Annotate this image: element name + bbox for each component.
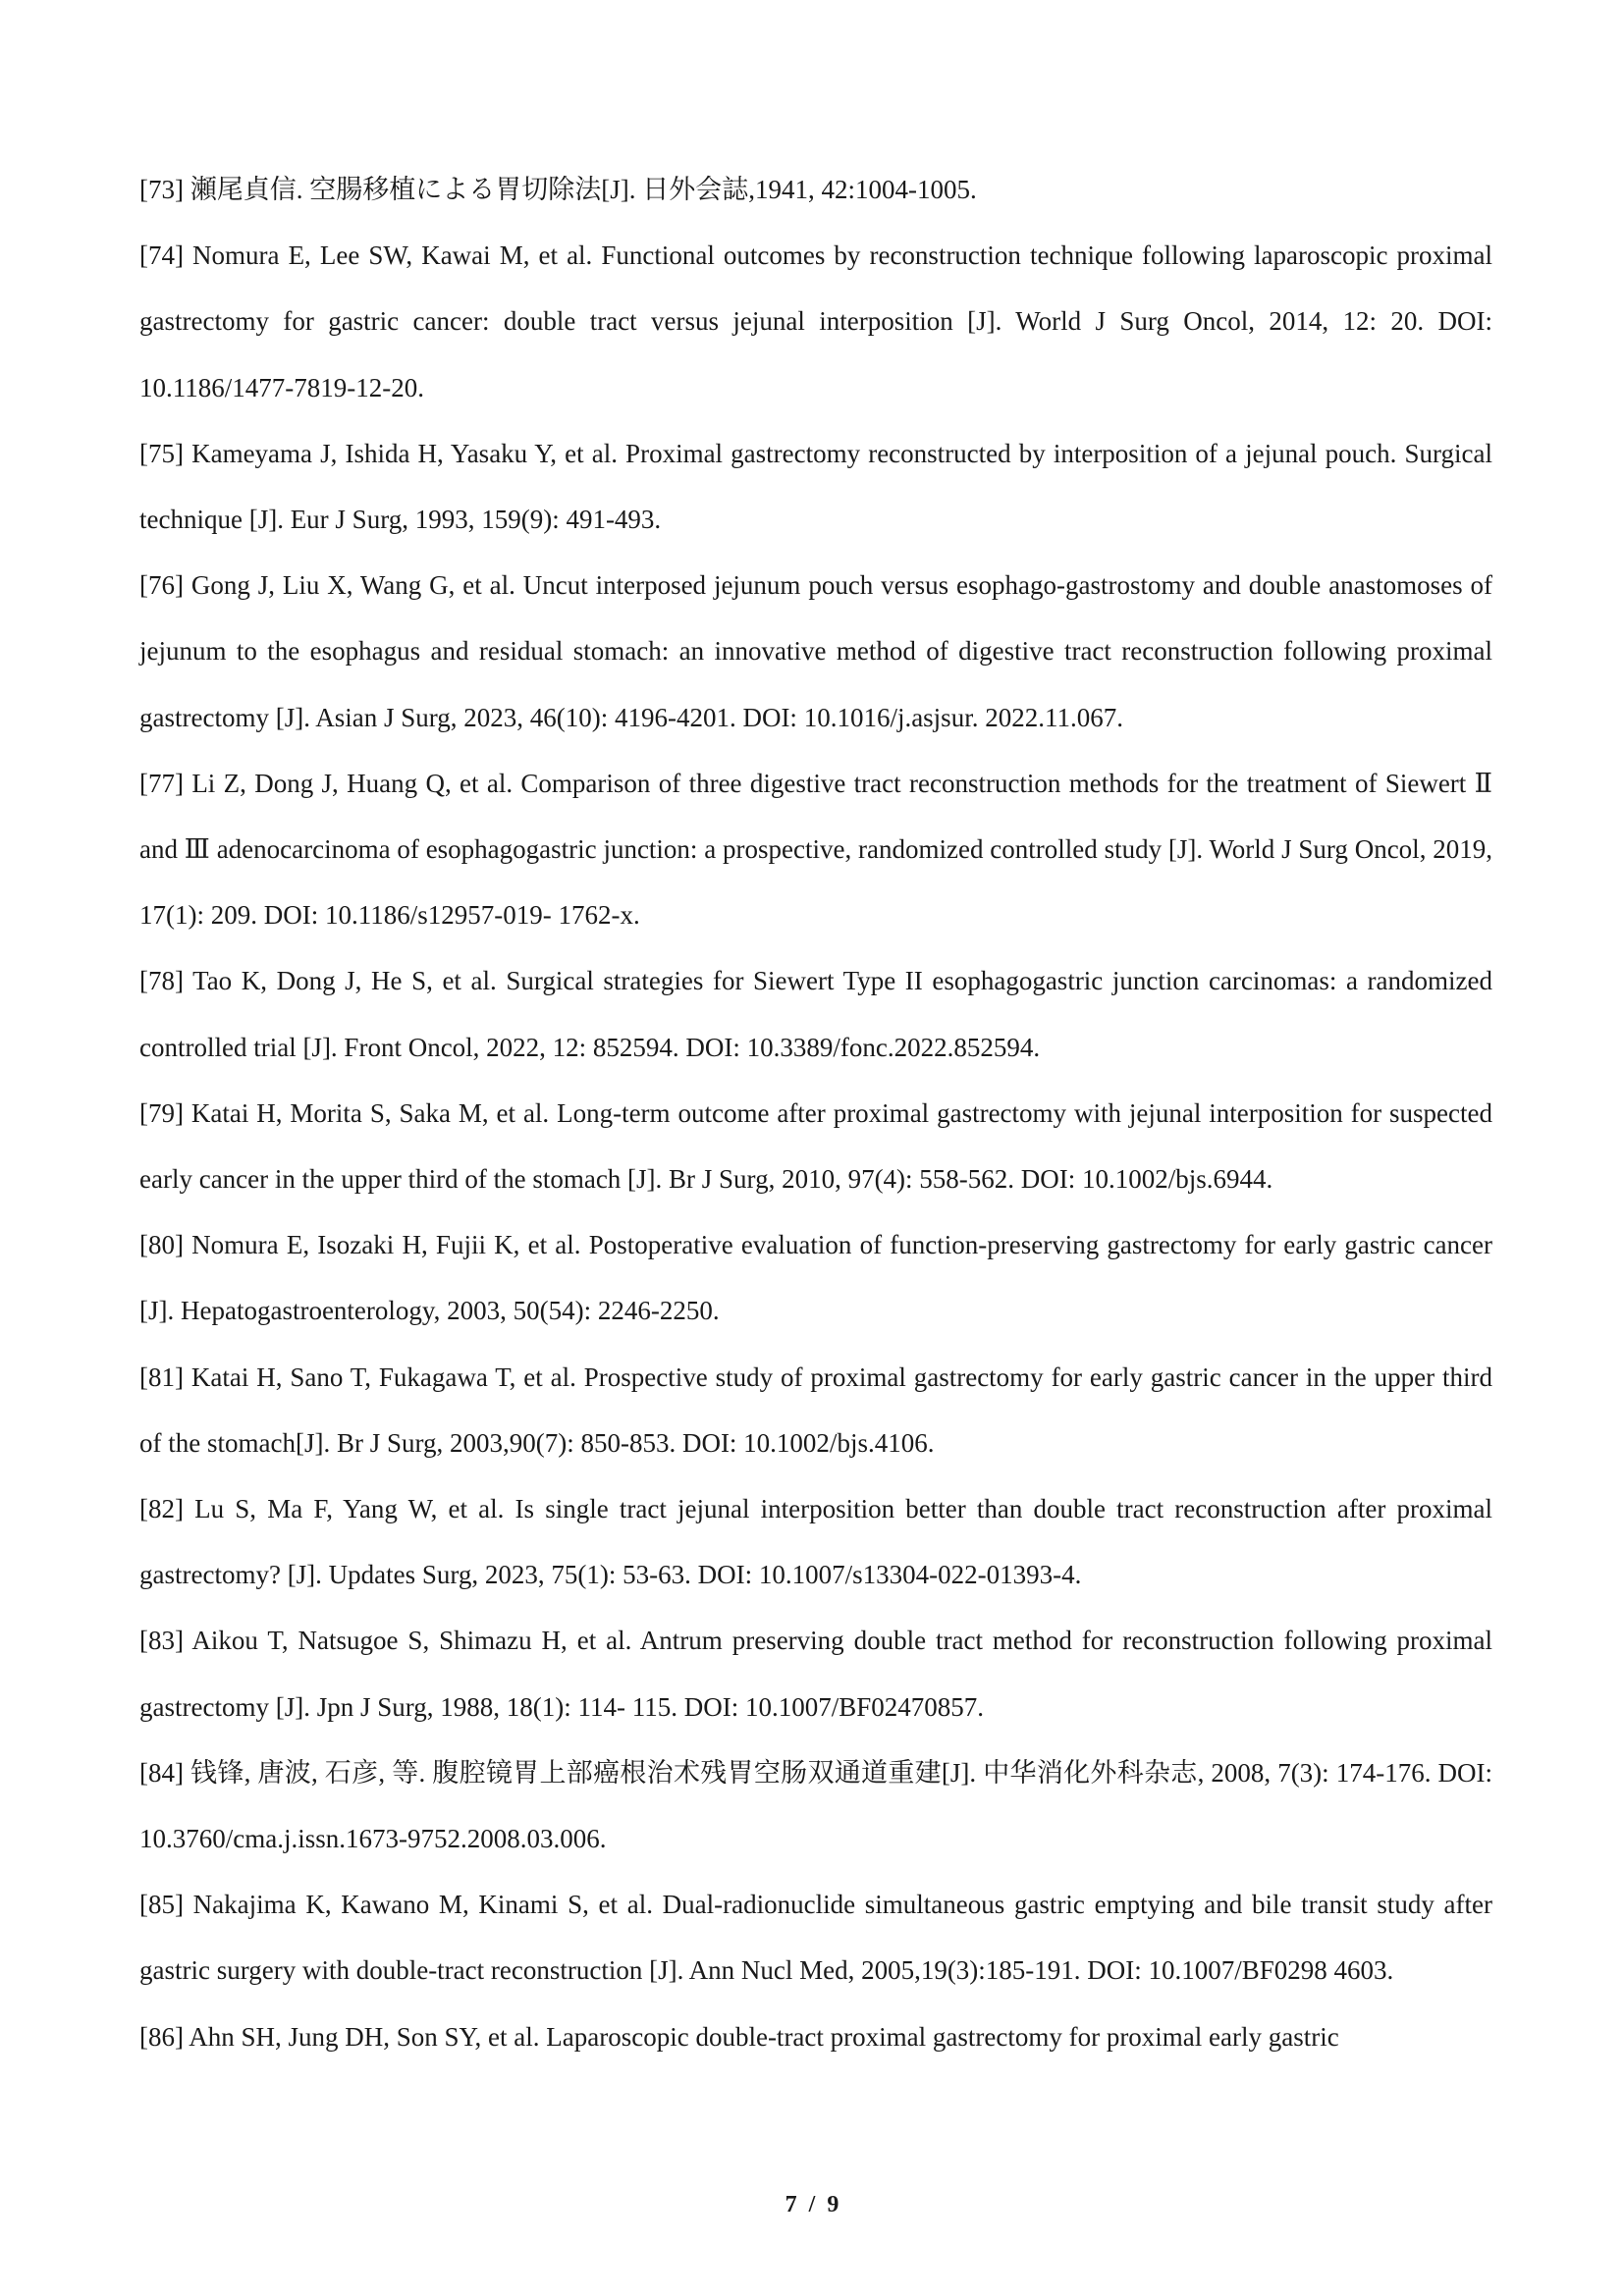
- reference-list: [139, 157, 1492, 2070]
- reference-76: [76] Gong J, Liu X, Wang G, et al. Uncut interposed jejunum pouch versus esophago-gastrostomy and double anastomoses of jejunum to the esophagus and residual stomach: an innovative method of digestive tract reconstruction following proximal gastrectomy [J]. Asian J Surg, 2023, 46(10): 4196-4201. DOI: 10.1016/j.asjsur. 2022.11.067.: [139, 570, 1492, 732]
- reference-86: [86] Ahn SH, Jung DH, Son SY, et al. Laparoscopic double-tract proximal gastrectomy for proximal early gastric: [139, 2021, 1339, 2052]
- reference-85: [85] Nakajima K, Kawano M, Kinami S, et al. Dual-radionuclide simultaneous gastric emptying and bile transit study after gastric surgery with double-tract reconstruction [J]. Ann Nucl Med, 2005,19(3):185-191. DOI: 10.1007/BF0298 4603.: [139, 1890, 1492, 1986]
- reference-84: [84] 钱锋, 唐波, 石彦, 等. 腹腔镜胃上部癌根治术残胃空肠双通道重建[J]. 中华消化外科杂志, 2008, 7(3): 174-176. DOI: 10.3760/cma.j.issn.1673-9752.2008.03.006.: [139, 1757, 1492, 1854]
- reference-75: [75] Kameyama J, Ishida H, Yasaku Y, et al. Proximal gastrectomy reconstructed by interposition of a jejunal pouch. Surgical technique [J]. Eur J Surg, 1993, 159(9): 491-493.: [139, 438, 1492, 535]
- reference-74: [74] Nomura E, Lee SW, Kawai M, et al. Functional outcomes by reconstruction technique following laparoscopic proximal gastrectomy for gastric cancer: double tract versus jejunal interposition [J]. World J Surg Oncol, 2014, 12: 20. DOI: 10.1186/1477-7819-12-20.: [139, 240, 1492, 402]
- reference-83: [83] Aikou T, Natsugoe S, Shimazu H, et al. Antrum preserving double tract method for reconstruction following proximal gastrectomy [J]. Jpn J Surg, 1988, 18(1): 114- 115. DOI: 10.1007/BF02470857.: [139, 1626, 1492, 1722]
- reference-77: [77] Li Z, Dong J, Huang Q, et al. Comparison of three digestive tract reconstruction methods for the treatment of Siewert Ⅱ and Ⅲ adenocarcinoma of esophagogastric junction: a prospective, randomized controlled study [J]. World J Surg Oncol, 2019, 17(1): 209. DOI: 10.1186/s12957-019- 1762-x.: [139, 768, 1492, 931]
- page-number: 7 / 9: [785, 2192, 839, 2217]
- reference-82: [82] Lu S, Ma F, Yang W, et al. Is single tract jejunal interposition better than double tract reconstruction after proximal gastrectomy? [J]. Updates Surg, 2023, 75(1): 53-63. DOI: 10.1007/s13304-022-01393-4.: [139, 1494, 1492, 1590]
- reference-78: [78] Tao K, Dong J, He S, et al. Surgical strategies for Siewert Type II esophagogastric junction carcinomas: a randomized controlled trial [J]. Front Oncol, 2022, 12: 852594. DOI: 10.3389/fonc.2022.852594.: [139, 966, 1492, 1062]
- reference-81: [81] Katai H, Sano T, Fukagawa T, et al. Prospective study of proximal gastrectomy for early gastric cancer in the upper third of the stomach[J]. Br J Surg, 2003,90(7): 850-853. DOI: 10.1002/bjs.4106.: [139, 1362, 1492, 1458]
- reference-73: [73] 瀬尾貞信. 空腸移植による胃切除法[J]. 日外会誌,1941, 42:1004-1005.: [139, 175, 977, 204]
- reference-79: [79] Katai H, Morita S, Saka M, et al. Long-term outcome after proximal gastrectomy with jejunal interposition for suspected early cancer in the upper third of the stomach [J]. Br J Surg, 2010, 97(4): 558-562. DOI: 10.1002/bjs.6944.: [139, 1097, 1492, 1195]
- reference-80: [80] Nomura E, Isozaki H, Fujii K, et al. Postoperative evaluation of function-preserving gastrectomy for early gastric cancer [J]. Hepatogastroenterology, 2003, 50(54): 2246-2250.: [139, 1230, 1492, 1326]
